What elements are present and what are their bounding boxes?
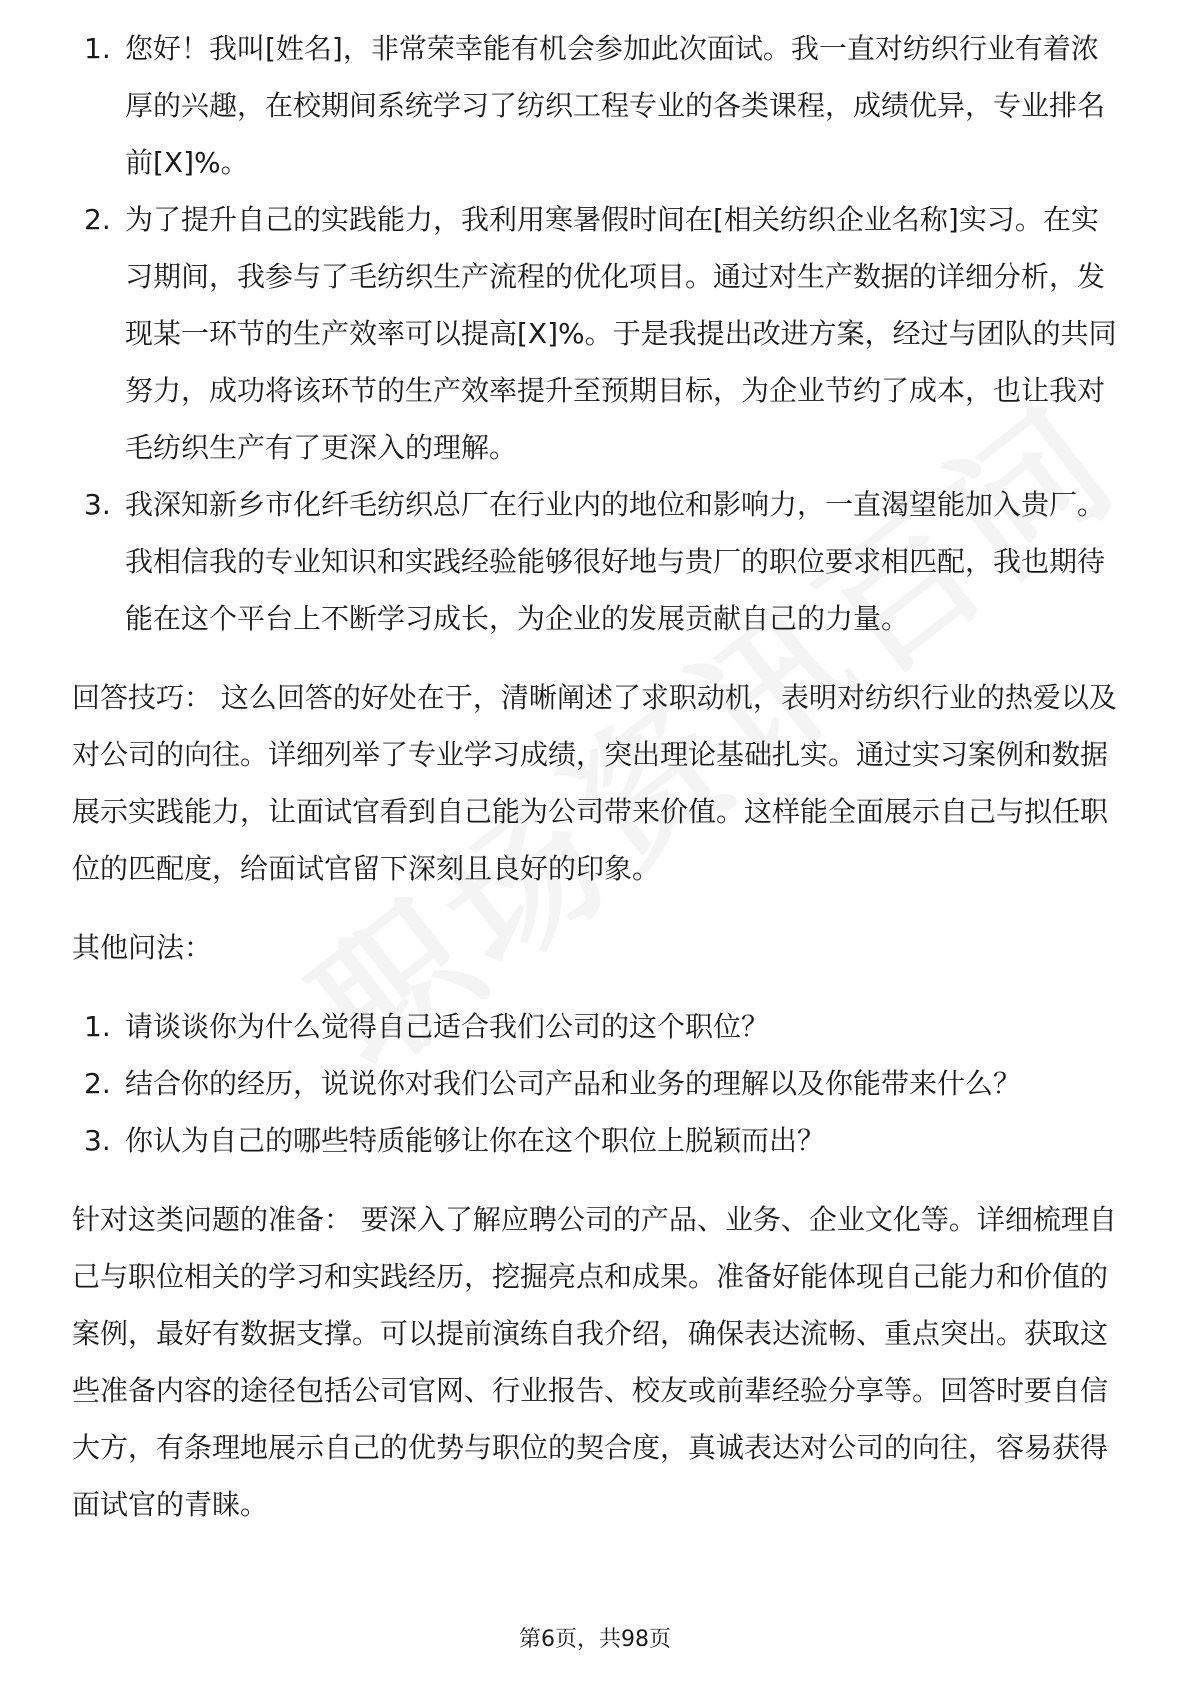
answer-list (72, 20, 1122, 647)
list-item (72, 998, 1122, 1055)
list-number: 3. (84, 488, 111, 521)
list-item (72, 1055, 1122, 1112)
list-item (72, 476, 1122, 647)
list-number: 1. (84, 32, 111, 65)
list-number: 3. (84, 1124, 111, 1157)
list-text: 你认为自己的哪些特质能够让你在这个职位上脱颖而出？ (125, 1124, 826, 1157)
list-number: 2. (84, 203, 111, 236)
list-text: 我深知新乡市化纤毛纺织总厂在行业内的地位和影响力，一直渴望能加入贵厂。我相信我的专业知识和实践经验能够很好地与贵厂的职位要求相匹配，我也期待能在这个平台上不断学习成长，为企业的发展贡献自己的力量。 (125, 488, 1106, 635)
preparation-paragraph: 针对这类问题的准备： 要深入了解应聘公司的产品、业务、企业文化等。详细梳理自己与职位相关的学习和实践经历，挖掘亮点和成果。准备好能体现自己能力和价值的案例，最好有数据支撑。可以提前演练自我介绍，确保表达流畅、重点突出。获取这些准备内容的途径包括公司官网、行业报告、校友或前辈经验分享等。回答时要自信大方，有条理地展示自己的优势与职位的契合度，真诚表达对公司的向往，容易获得面试官的青睐。 (72, 1203, 1117, 1521)
page-content (72, 20, 1122, 1533)
list-item (72, 191, 1122, 476)
other-questions-heading: 其他问法： (72, 931, 213, 964)
list-text: 您好！我叫[姓名]，非常荣幸能有机会参加此次面试。我一直对纺织行业有着浓厚的兴趣，在校期间系统学习了纺织工程专业的各类课程，成绩优异，专业排名前[X]%。 (125, 32, 1106, 179)
other-questions-list (72, 998, 1122, 1169)
list-text: 结合你的经历，说说你对我们公司产品和业务的理解以及你能带来什么？ (125, 1067, 1022, 1100)
list-text: 请谈谈你为什么觉得自己适合我们公司的这个职位？ (125, 1010, 770, 1043)
list-text: 为了提升自己的实践能力，我利用寒暑假时间在[相关纺织企业名称]实习。在实习期间，我参与了毛纺织生产流程的优化项目。通过对生产数据的详细分析，发现某一环节的生产效率可以提高[X]%。于是我提出改进方案，经过与团队的共同努力，成功将该环节的生产效率提升至预期目标，为企业节约了成本，也让我对毛纺织生产有了更深入的理解。 (125, 203, 1117, 464)
list-item (72, 20, 1122, 191)
answer-tips-paragraph: 回答技巧： 这么回答的好处在于，清晰阐述了求职动机，表明对纺织行业的热爱以及对公司的向往。详细列举了专业学习成绩，突出理论基础扎实。通过实习案例和数据展示实践能力，让面试官看到自己能为公司带来价值。这样能全面展示自己与拟任职位的匹配度，给面试官留下深刻且良好的印象。 (72, 681, 1117, 885)
page-number-footer: 第6页，共98页 (519, 1627, 671, 1652)
list-item (72, 1112, 1122, 1169)
list-number: 2. (84, 1067, 111, 1100)
list-number: 1. (84, 1010, 111, 1043)
